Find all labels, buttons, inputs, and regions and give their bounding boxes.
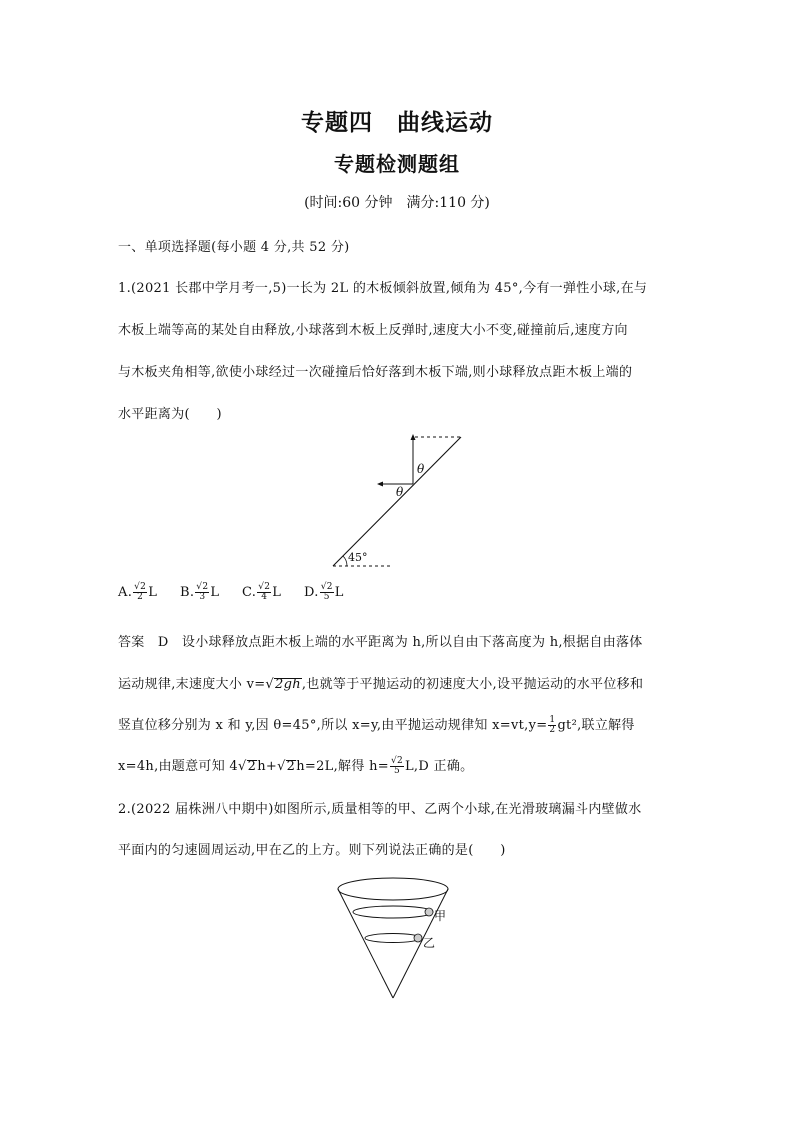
option-b-frac <box>195 583 209 602</box>
option-c-unit: L <box>272 585 282 600</box>
option-b-num: √2 <box>196 582 209 592</box>
q1-line-1: 1.(2021 长郡中学月考一,5)一长为 2L 的木板倾斜放置,倾角为 45°,今有一弹性小球,在与 <box>118 281 648 296</box>
answer-frac-half-den: 2 <box>549 725 556 735</box>
label-yi: 乙 <box>423 936 436 950</box>
answer-line-3-b: gt²,联立解得 <box>557 718 635 733</box>
answer-line-1: 答案 D 设小球释放点距木板上端的水平距离为 h,所以自由下落高度为 h,根据自由落体 <box>118 635 643 650</box>
option-d-unit: L <box>334 585 344 600</box>
q1-option-a <box>118 583 157 602</box>
option-b-letter: B. <box>180 585 195 600</box>
answer-sqrt-2-first: 2 <box>247 759 257 774</box>
answer-line-4-a: x=4h,由题意可知 4 <box>118 759 239 774</box>
theta-left-label: θ <box>396 485 404 499</box>
ball-yi <box>414 934 422 942</box>
option-d-num: √2 <box>320 582 333 592</box>
answer-frac-result-den: 5 <box>393 766 400 776</box>
option-a-frac <box>133 583 147 602</box>
q1-line-2: 木板上端等高的某处自由释放,小球落到木板上反弹时,速度大小不变,碰撞前后,速度方向 <box>118 323 628 338</box>
option-d-den: 5 <box>323 592 330 602</box>
q1-line-3: 与木板夹角相等,欲使小球经过一次碰撞后恰好落到木板下端,则小球释放点距木板上端的 <box>118 365 633 380</box>
orbit-jia <box>353 906 433 918</box>
q1-option-c <box>242 583 281 602</box>
q2-figure <box>330 872 460 1004</box>
up-arrow-icon <box>411 434 416 440</box>
answer-line-2-a: 运动规律,末速度大小 v= <box>118 677 266 692</box>
q2-line-1: 2.(2022 届株洲八中期中)如图所示,质量相等的甲、乙两个小球,在光滑玻璃漏斗内壁做水 <box>118 802 642 817</box>
q1-option-d <box>304 583 344 602</box>
page-title: 专题四 曲线运动 <box>301 109 493 136</box>
answer-line-4-c: h=2L,解得 h= <box>296 759 389 774</box>
answer-line-3-a: 竖直位移分别为 x 和 y,因 θ=45°,所以 x=y,由平抛运动规律知 x=vt,y= <box>118 718 548 733</box>
option-a-unit: L <box>148 585 158 600</box>
option-c-letter: C. <box>242 585 257 600</box>
answer-line-2-b: ,也就等于平抛运动的初速度大小,设平抛运动的水平位移和 <box>301 677 644 692</box>
funnel-right-edge <box>393 889 448 998</box>
option-c-frac <box>257 583 271 602</box>
answer-line-4: x=4h,由题意可知 4√2h+√2h=2L,解得 h= $\frac{√2}{5}$ L,D 正确。 <box>118 756 474 776</box>
option-a-den: 2 <box>137 592 144 602</box>
ball-jia <box>425 908 433 916</box>
answer-frac-half-num: 1 <box>549 715 556 725</box>
answer-line-4-b: h+ <box>257 759 278 774</box>
page-subtitle: 专题检测题组 <box>334 152 460 176</box>
angle-45-label: 45° <box>348 551 368 564</box>
angle-arc-45 <box>343 556 347 566</box>
option-c-num: √2 <box>258 582 271 592</box>
label-jia: 甲 <box>434 909 447 923</box>
option-d-frac <box>320 583 334 602</box>
time-info: (时间:60 分钟 满分:110 分) <box>304 195 490 211</box>
option-a-letter: A. <box>118 585 133 600</box>
answer-sqrt-2-second: 2 <box>286 759 296 774</box>
q1-option-b <box>180 583 219 602</box>
orbit-yi <box>365 934 421 943</box>
board-line <box>333 437 461 566</box>
option-b-unit: L <box>210 585 220 600</box>
answer-line-3 <box>118 714 635 735</box>
left-arrow-icon <box>377 482 383 487</box>
answer-frac-result <box>390 757 404 776</box>
option-b-den: 3 <box>199 592 206 602</box>
q1-line-4: 水平距离为( ) <box>118 407 222 422</box>
answer-line-2: 运动规律,末速度大小 v=√2gh,也就等于平抛运动的初速度大小,设平抛运动的水平位移和 <box>118 677 644 692</box>
option-c-den: 4 <box>261 592 268 602</box>
option-d-letter: D. <box>304 585 319 600</box>
funnel-rim <box>338 878 448 900</box>
answer-frac-half <box>548 716 556 735</box>
funnel-left-edge <box>338 889 393 998</box>
answer-frac-result-num: √2 <box>390 756 403 766</box>
option-a-num: √2 <box>134 582 147 592</box>
theta-top-label: θ <box>417 462 425 476</box>
q2-line-2: 平面内的匀速圆周运动,甲在乙的上方。则下列说法正确的是( ) <box>118 843 506 858</box>
section-heading: 一、单项选择题(每小题 4 分,共 52 分) <box>118 240 350 255</box>
answer-sqrt-2gh: 2gh <box>275 677 301 692</box>
answer-line-4-d: L,D 正确。 <box>405 759 474 774</box>
